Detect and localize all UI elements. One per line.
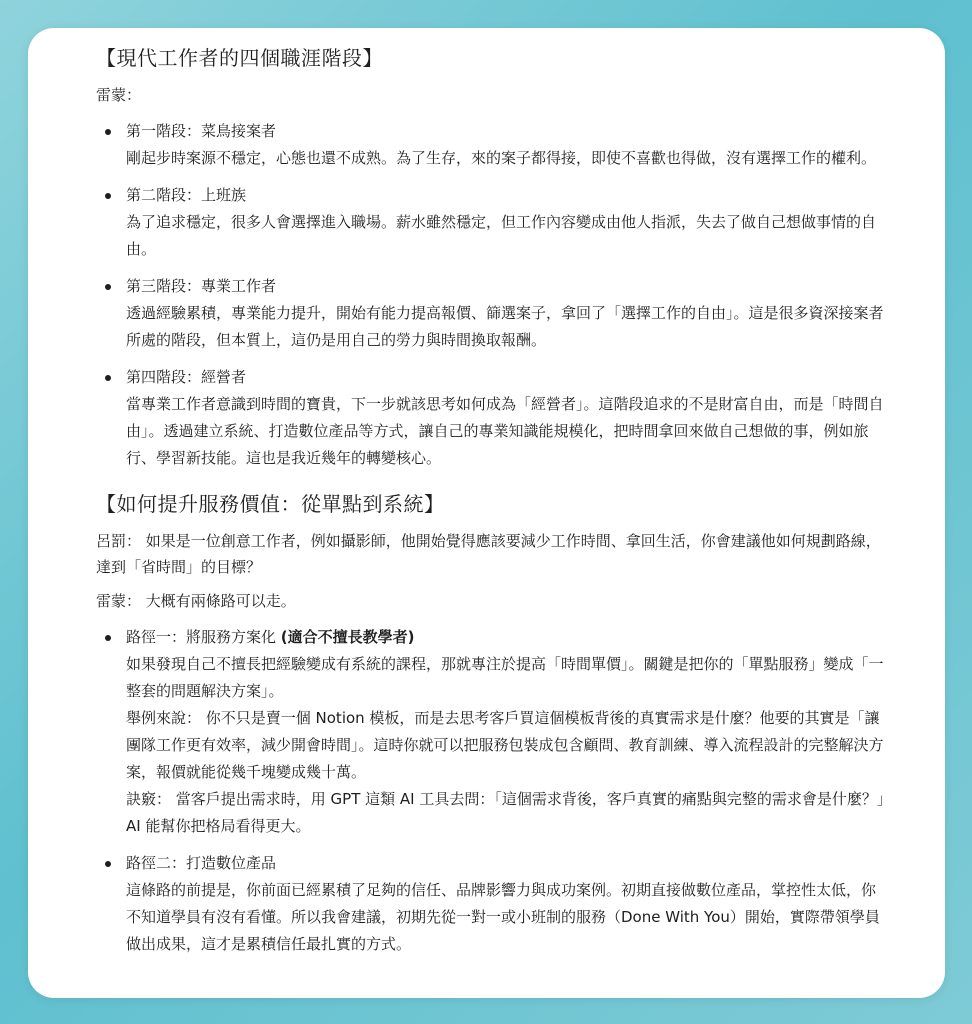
item-title: 第三階段：專業工作者 [126,277,277,295]
list-item [126,624,885,840]
item-body: 這條路的前提是，你前面已經累積了足夠的信任、品牌影響力與成功案例。初期直接做數位產品，掌控性太低，你不知道學員有沒有看懂。所以我會建議，初期先從一對一或小班制的服務（Done With You）開始，實際帶領學員做出成果，這才是累積信任最扎實的方式。 [126,881,880,953]
list-item [126,118,885,172]
item-title: 第四階段：經營者 [126,368,247,386]
item-body: 剛起步時案源不穩定，心態也還不成熟。為了生存，來的案子都得接，即使不喜歡也得做，沒有選擇工作的權利。 [126,149,877,167]
list-item [126,273,885,354]
section-heading-career-stages: 【現代工作者的四個職涯階段】 [96,46,383,70]
list-item [126,364,885,472]
list-item [126,850,885,958]
list-item [126,182,885,263]
path-list [96,624,885,958]
speaker-label: 雷蒙： [96,86,142,104]
item-example: 舉例來說： 你不只是賣一個 Notion 模板，而是去思考客戶買這個模板背後的真實需求是什麼？他要的其實是「讓團隊工作更有效率，減少開會時間」。這時你就可以把服務包裝成包含顧問、教育訓練、導入流程設計的完整解決方案，報價就能從幾千塊變成幾十萬。 [126,709,884,781]
item-tip: 訣竅： 當客戶提出需求時，用 GPT 這類 AI 工具去問：「這個需求背後，客戶真實的痛點與完整的需求會是什麼？」AI 能幫你把格局看得更大。 [126,790,885,835]
item-body: 當專業工作者意識到時間的寶貴，下一步就該思考如何成為「經營者」。這階段追求的不是財富自由，而是「時間自由」。透過建立系統、打造數位產品等方式，讓自己的專業知識能規模化，把時間拿回來做自己想做的事，例如旅行、學習新技能。這也是我近幾年的轉變核心。 [126,395,884,467]
interview-answer: 雷蒙： 大概有兩條路可以走。 [96,592,296,610]
interview-question: 呂罰： 如果是一位創意工作者，例如攝影師，他開始覺得應該要減少工作時間、拿回生活，你會建議他如何規劃路線，達到「省時間」的目標？ [96,532,881,576]
item-body: 透過經驗累積，專業能力提升，開始有能力提高報價、篩選案子，拿回了「選擇工作的自由」。這是很多資深接案者所處的階段，但本質上，這仍是用自己的勞力與時間換取報酬。 [126,304,884,349]
item-title: 路徑二：打造數位產品 [126,854,277,872]
item-title-bold: (適合不擅長教學者) [280,628,415,646]
item-title: 第二階段：上班族 [126,186,247,204]
item-body: 為了追求穩定，很多人會選擇進入職場。薪水雖然穩定，但工作內容變成由他人指派，失去了做自己想做事情的自由。 [126,213,877,258]
item-title: 第一階段：菜鳥接案者 [126,122,277,140]
item-body: 如果發現自己不擅長把經驗變成有系統的課程，那就專注於提高「時間單價」。關鍵是把你的「單點服務」變成「一整套的問題解決方案」。 [126,655,884,700]
career-stage-list [96,118,885,472]
item-title-prefix: 路徑一：將服務方案化 [126,628,281,646]
section-heading-service-value: 【如何提升服務價值：從單點到系統】 [96,492,445,516]
item-title [126,624,885,651]
article-card [28,28,945,998]
